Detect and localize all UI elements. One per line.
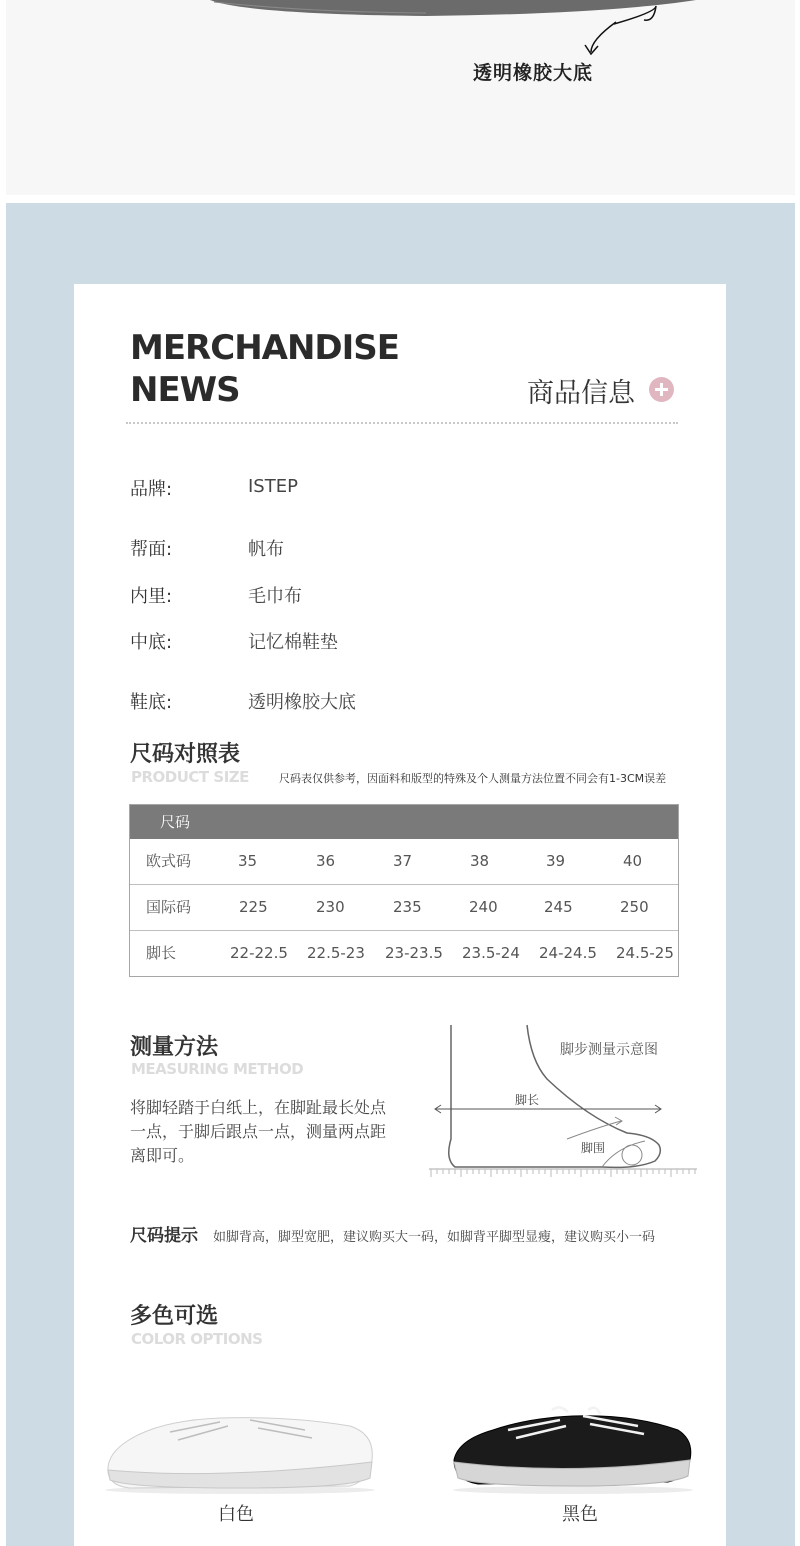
table-cell: 38 bbox=[470, 852, 490, 870]
table-row-eu bbox=[130, 839, 678, 884]
table-row-intl bbox=[130, 884, 678, 930]
spec-value-midsole: 记忆棉鞋垫 bbox=[248, 632, 338, 653]
table-cell: 37 bbox=[393, 852, 413, 870]
shoe-sole-image bbox=[6, 0, 795, 195]
size-table bbox=[129, 804, 679, 977]
black-shoe-image bbox=[448, 1400, 698, 1495]
size-chart-title: 尺码对照表 bbox=[130, 742, 241, 767]
table-cell: 36 bbox=[316, 852, 336, 870]
sole-callout-label: 透明橡胶大底 bbox=[473, 62, 594, 84]
white-shoe-image bbox=[100, 1400, 380, 1495]
row-label: 脚长 bbox=[146, 944, 177, 962]
spec-label-upper: 帮面: bbox=[130, 539, 173, 560]
product-info-title: 商品信息 bbox=[527, 378, 635, 409]
spec-value-lining: 毛巾布 bbox=[248, 586, 302, 607]
measure-subtitle: MEASURING METHOD bbox=[131, 1060, 304, 1078]
size-tip-text: 如脚背高，脚型宽肥，建议购买大一码，如脚背平脚型显瘦，建议购买小一码 bbox=[213, 1230, 656, 1245]
girth-label: 脚围 bbox=[581, 1141, 606, 1155]
table-cell: 250 bbox=[620, 898, 649, 916]
spec-label-midsole: 中底: bbox=[130, 632, 173, 653]
color-name-black: 黑色 bbox=[562, 1504, 598, 1525]
table-cell: 245 bbox=[544, 898, 573, 916]
table-cell: 225 bbox=[239, 898, 268, 916]
table-cell: 24-24.5 bbox=[539, 944, 597, 962]
diagram-caption: 脚步测量示意图 bbox=[560, 1042, 658, 1058]
length-label: 脚长 bbox=[515, 1093, 540, 1107]
table-cell: 240 bbox=[469, 898, 498, 916]
spec-value-outsole: 透明橡胶大底 bbox=[248, 692, 356, 713]
color-options-title: 多色可选 bbox=[130, 1304, 219, 1329]
size-tip-title: 尺码提示 bbox=[130, 1226, 198, 1246]
measure-title: 测量方法 bbox=[130, 1035, 219, 1060]
table-row-foot-length bbox=[130, 930, 678, 976]
spec-label-brand: 品牌: bbox=[130, 479, 173, 500]
color-name-white: 白色 bbox=[218, 1504, 254, 1525]
spec-label-outsole: 鞋底: bbox=[130, 692, 173, 713]
table-cell: 40 bbox=[623, 852, 643, 870]
plus-icon bbox=[649, 377, 674, 402]
table-cell: 24.5-25 bbox=[616, 944, 674, 962]
ruler-ticks bbox=[431, 1169, 695, 1177]
table-cell: 23-23.5 bbox=[385, 944, 443, 962]
dotted-divider bbox=[126, 422, 678, 424]
table-cell: 22-22.5 bbox=[230, 944, 288, 962]
size-chart-note: 尺码表仅供参考，因面料和版型的特殊及个人测量方法位置不同会有1-3CM误差 bbox=[279, 772, 667, 785]
table-cell: 230 bbox=[316, 898, 345, 916]
size-table-header: 尺码 bbox=[130, 805, 678, 839]
spec-value-brand: ISTEP bbox=[248, 476, 298, 497]
measure-instructions: 将脚轻踏于白纸上，在脚趾最长处点一点，于脚后跟点一点，测量两点距离即可。 bbox=[130, 1098, 387, 1165]
merchandise-news-title bbox=[130, 327, 399, 411]
title-line-1: MERCHANDISE bbox=[130, 328, 400, 368]
spec-value-upper: 帆布 bbox=[248, 539, 284, 560]
title-line-2: NEWS bbox=[130, 370, 240, 410]
size-chart-subtitle: PRODUCT SIZE bbox=[131, 768, 249, 786]
table-cell: 235 bbox=[393, 898, 422, 916]
row-label: 欧式码 bbox=[146, 852, 192, 870]
row-label: 国际码 bbox=[146, 898, 192, 916]
product-sole-image-area bbox=[6, 0, 795, 195]
table-cell: 39 bbox=[546, 852, 566, 870]
spec-label-lining: 内里: bbox=[130, 586, 173, 607]
color-options-subtitle: COLOR OPTIONS bbox=[131, 1330, 263, 1348]
table-cell: 23.5-24 bbox=[462, 944, 520, 962]
table-cell: 35 bbox=[238, 852, 258, 870]
arrow-icon bbox=[591, 22, 616, 52]
table-cell: 22.5-23 bbox=[307, 944, 365, 962]
